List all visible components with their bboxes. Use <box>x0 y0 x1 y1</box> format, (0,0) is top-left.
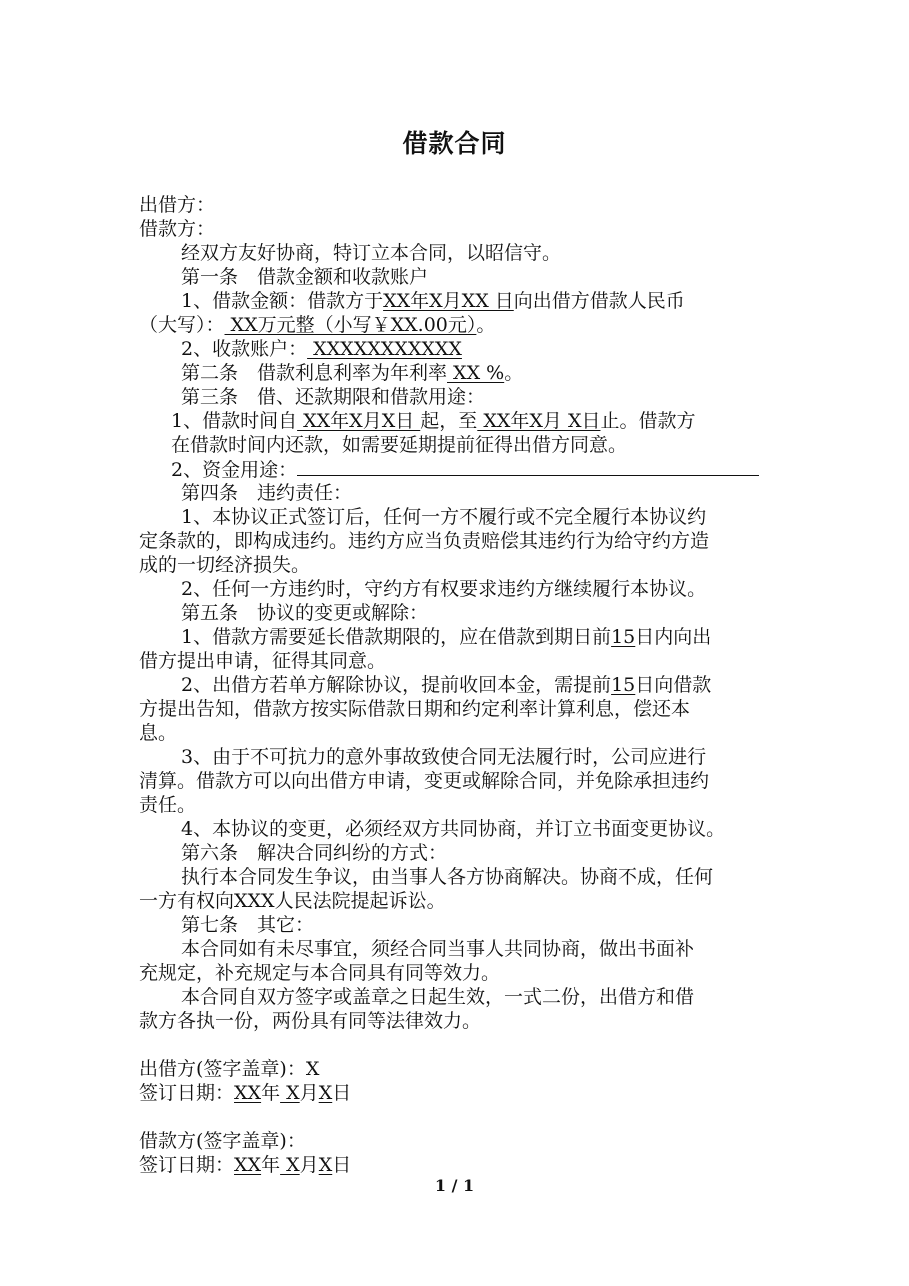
article-5-item-1-cont: 借方提出申请，征得其同意。 <box>139 650 387 672</box>
article-5-item-3-l2: 清算。借款方可以向出借方申请，变更或解除合同，并免除承担违约 <box>139 770 710 792</box>
article-3-item-1-cont: 在借款时间内还款，如需要延期提前征得出借方同意。 <box>171 434 628 456</box>
article-5-item-3-l3: 责任。 <box>139 794 197 816</box>
article-1-item-2 <box>181 337 462 361</box>
text-segment: 1、借款方需要延长借款期限的，应在借款到期日前 <box>181 626 612 648</box>
text-segment: 1、借款金额：借款方于 <box>181 290 384 312</box>
text-segment: 日向借款 <box>635 674 712 696</box>
date-day: X <box>318 1082 333 1104</box>
article-1-item-1 <box>181 289 685 313</box>
loan-date: XX年X月XX 日 <box>383 290 514 312</box>
article-1-item-1-cont <box>139 313 495 337</box>
article-4-item-1-l1: 1、本协议正式签订后，任何一方不履行或不完全履行本协议约 <box>181 506 707 528</box>
article-6-l1: 执行本合同发生争议，由当事人各方协商解决。协商不成，任何 <box>181 866 714 888</box>
extension-days: 15 <box>611 626 636 648</box>
interest-rate: XX % <box>447 362 505 384</box>
text-segment: 向出借方借款人民币 <box>513 290 685 312</box>
article-1-title: 第一条 借款金额和收款账户 <box>181 266 429 288</box>
article-5-item-2-l2: 方提出告知，借款方按实际借款日期和约定利率计算利息，偿还本 <box>139 698 691 720</box>
text-segment: 2、资金用途： <box>171 459 298 481</box>
article-5-item-1 <box>181 625 711 649</box>
text-segment: 。 <box>476 314 496 336</box>
document-title: 借款合同 <box>402 129 507 158</box>
borrower-signature: 借款方(签字盖章)： <box>139 1130 306 1152</box>
text-segment: 签订日期： <box>139 1082 235 1104</box>
text-segment: 签订日期： <box>139 1154 235 1176</box>
text-segment: 年 <box>261 1154 281 1176</box>
article-7-p2-l2: 款方各执一份，两份具有同等法律效力。 <box>139 1010 482 1032</box>
text-segment: 月 <box>299 1082 319 1104</box>
text-segment: 日 <box>332 1154 352 1176</box>
article-3-title: 第三条 借、还款期限和借款用途： <box>181 386 486 408</box>
lender-line: 出借方： <box>139 194 216 216</box>
date-day: X <box>318 1154 333 1176</box>
article-4-item-2: 2、任何一方违约时，守约方有权要求违约方继续履行本协议。 <box>181 578 707 600</box>
notice-days: 15 <box>611 674 636 696</box>
date-year: XX <box>234 1154 262 1176</box>
start-date: XX年X月X日 <box>297 410 421 432</box>
text-segment: 2、出借方若单方解除协议，提前收回本金，需提前 <box>181 674 612 696</box>
lender-sign-date <box>139 1081 351 1105</box>
article-2 <box>181 361 523 385</box>
article-5-title: 第五条 协议的变更或解除： <box>181 602 429 624</box>
text-segment: （大写）： <box>139 314 225 336</box>
article-5-item-2-l3: 息。 <box>139 722 178 744</box>
date-month: X <box>280 1082 300 1104</box>
article-4-item-1-l2: 定条款的，即构成违约。违约方应当负责赔偿其违约行为给守约方造 <box>139 530 710 552</box>
date-year: XX <box>234 1082 262 1104</box>
article-3-item-1 <box>171 409 696 433</box>
fund-use-blank <box>297 457 759 476</box>
article-5-item-4: 4、本协议的变更，必须经双方共同协商，并订立书面变更协议。 <box>181 818 726 840</box>
text-segment: 年 <box>261 1082 281 1104</box>
article-6-l2: 一方有权向XXX人民法院提起诉讼。 <box>139 890 446 912</box>
text-segment: 日 <box>332 1082 352 1104</box>
text-segment: 日内向出 <box>635 626 712 648</box>
article-6-title: 第六条 解决合同纠纷的方式： <box>181 842 448 864</box>
text-segment: 2、收款账户： <box>181 338 308 360</box>
article-7-p2-l1: 本合同自双方签字或盖章之日起生效，一式二份，出借方和借 <box>181 986 695 1008</box>
article-5-item-2 <box>181 673 711 697</box>
article-7-p1-l1: 本合同如有未尽事宜，须经合同当事人共同协商，做出书面补 <box>181 938 695 960</box>
text-segment: 。 <box>504 362 524 384</box>
lender-signature: 出借方(签字盖章)：X <box>139 1058 320 1080</box>
loan-amount: XX万元整（小写￥XX.00元） <box>224 314 477 336</box>
article-4-title: 第四条 违约责任： <box>181 482 353 504</box>
text-segment: 止。借款方 <box>600 410 696 432</box>
article-3-item-2 <box>171 457 759 482</box>
text-segment: 月 <box>299 1154 319 1176</box>
article-4-item-1-l3: 成的一切经济损失。 <box>139 554 311 576</box>
account-number: XXXXXXXXXXX <box>307 338 462 360</box>
page-number: 1 / 1 <box>434 1176 475 1195</box>
text-segment: 1、借款时间自 <box>171 410 298 432</box>
article-7-title: 第七条 其它： <box>181 914 315 936</box>
article-5-item-3-l1: 3、由于不可抗力的意外事故致使合同无法履行时，公司应进行 <box>181 746 707 768</box>
end-date: XX年X月 X日 <box>477 410 601 432</box>
borrower-line: 借款方： <box>139 218 216 240</box>
date-month: X <box>280 1154 300 1176</box>
text-segment: 起，至 <box>420 410 478 432</box>
intro-line: 经双方友好协商，特订立本合同，以昭信守。 <box>181 242 562 264</box>
article-7-p1-l2: 充规定，补充规定与本合同具有同等效力。 <box>139 962 501 984</box>
borrower-sign-date <box>139 1153 351 1177</box>
text-segment: 第二条 借款利息利率为年利率 <box>181 362 448 384</box>
